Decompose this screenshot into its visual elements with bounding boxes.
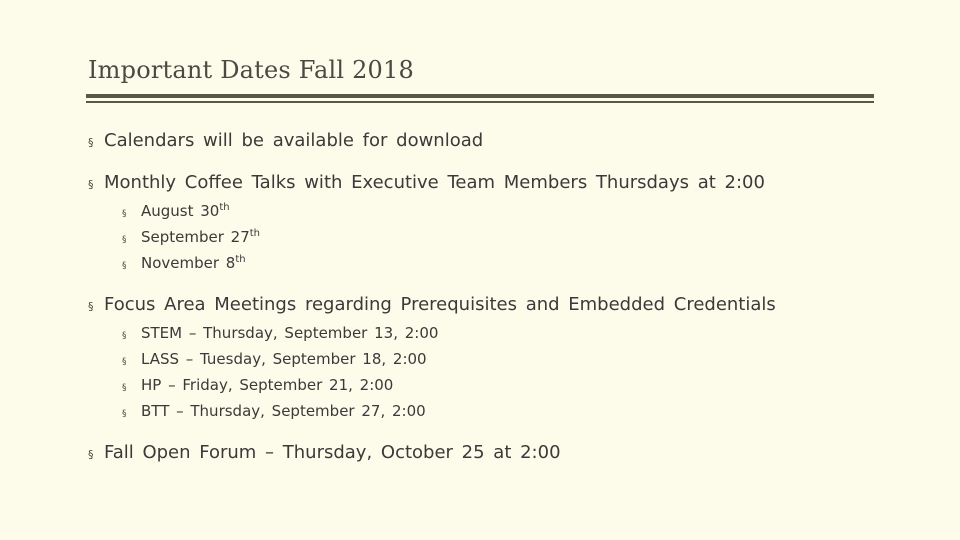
- sub-bullet-item: [122, 322, 878, 348]
- title-rule-thin: [86, 101, 874, 103]
- sub-bullet-item: [122, 400, 878, 426]
- title-rule-thick: [86, 94, 874, 98]
- bullet-item: [88, 128, 878, 156]
- sub-bullet-icon: §: [122, 261, 127, 271]
- bullet-icon: §: [88, 178, 94, 191]
- bullet-icon: §: [88, 136, 94, 149]
- bullet-icon: §: [88, 448, 94, 461]
- sub-bullet-text: BTT – Thursday, September 27, 2:00: [141, 402, 426, 420]
- bullet-text: Fall Open Forum – Thursday, October 25 at 2:00: [104, 442, 561, 463]
- sub-bullet-text: STEM – Thursday, September 13, 2:00: [141, 324, 439, 342]
- sub-bullet-icon: §: [122, 409, 127, 419]
- sub-bullet-item: [122, 252, 878, 278]
- bullet-text: Calendars will be available for download: [104, 130, 484, 151]
- bullet-item: [88, 170, 878, 198]
- sub-bullet-icon: §: [122, 209, 127, 219]
- sub-bullet-text: August 30th: [141, 202, 230, 220]
- sub-bullet-text: September 27th: [141, 228, 261, 246]
- bullet-icon: §: [88, 300, 94, 313]
- sub-bullet-icon: §: [122, 235, 127, 245]
- sub-bullet-item: [122, 348, 878, 374]
- bullet-text: Focus Area Meetings regarding Prerequisites and Embedded Credentials: [104, 294, 776, 315]
- sub-bullet-item: [122, 226, 878, 252]
- bullet-list: [88, 128, 878, 468]
- sub-bullet-icon: §: [122, 383, 127, 393]
- sub-bullet-item: [122, 200, 878, 226]
- sub-bullet-icon: §: [122, 331, 127, 341]
- sub-bullet-text: November 8th: [141, 254, 246, 272]
- sub-bullet-icon: §: [122, 357, 127, 367]
- bullet-item: [88, 292, 878, 320]
- sub-bullet-text: LASS – Tuesday, September 18, 2:00: [141, 350, 427, 368]
- sub-bullet-item: [122, 374, 878, 400]
- bullet-text: Monthly Coffee Talks with Executive Team Members Thursdays at 2:00: [104, 172, 765, 193]
- slide-title: Important Dates Fall 2018: [88, 56, 414, 84]
- bullet-item: [88, 440, 878, 468]
- sub-bullet-text: HP – Friday, September 21, 2:00: [141, 376, 394, 394]
